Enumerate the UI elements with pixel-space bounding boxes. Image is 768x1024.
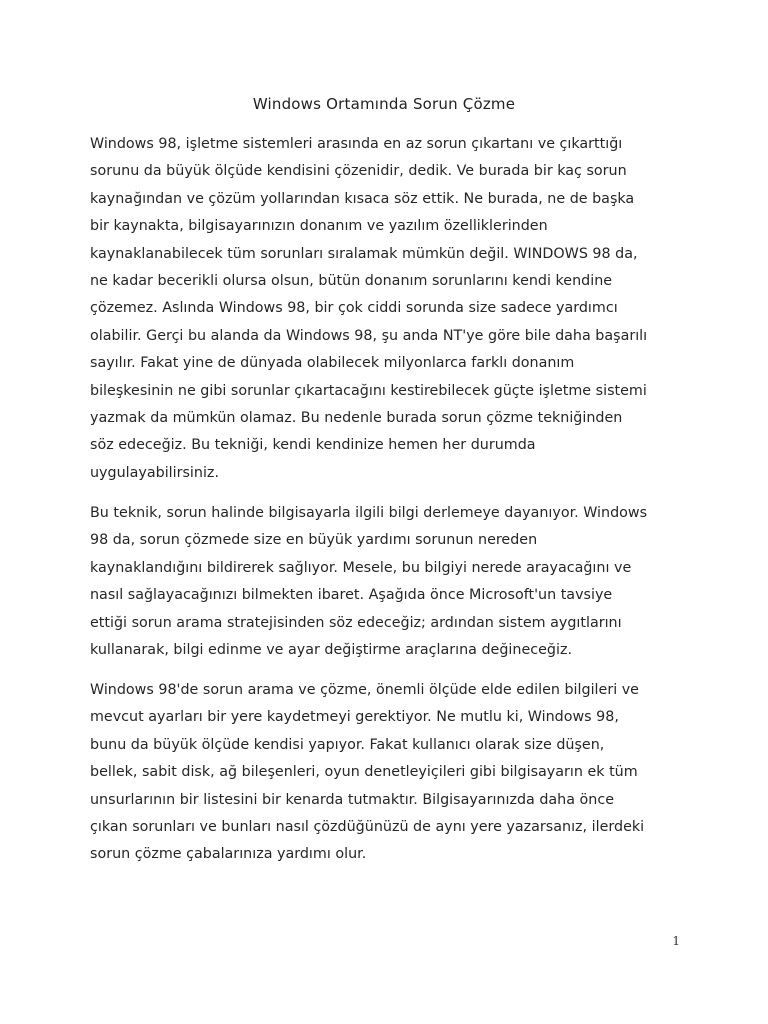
page-number: 1 — [672, 934, 680, 948]
paragraph-1 — [90, 131, 690, 487]
text-line: kaynağından ve çözüm yollarından kısaca söz ettik. Ne burada, ne de başka — [90, 190, 635, 207]
text-line: ettiği sorun arama stratejisinden söz edeceğiz; ardından sistem aygıtlarını — [90, 614, 622, 631]
text-line: çözemez. Aslında Windows 98, bir çok ciddi sorunda size sadece yardımcı — [90, 300, 618, 317]
text-line: uygulayabilirsiniz. — [90, 464, 219, 481]
text-line: çıkan sorunları ve bunları nasıl çözdüğünüzü de aynı yere yazarsanız, ilerdeki — [90, 819, 645, 836]
text-line: nasıl sağlayacağınızı bilmekten ibaret. Aşağıda önce Microsoft'un tavsiye — [90, 587, 613, 604]
text-line: Bu teknik, sorun halinde bilgisayarla ilgili bilgi derlemeye dayanıyor. Windows — [90, 505, 648, 521]
text-line: sorunu da büyük ölçüde kendisini çözenidir, dedik. Ve burada bir kaç sorun — [90, 163, 627, 180]
text-line: unsurlarının bir listesini bir kenarda tutmaktır. Bilgisayarınızda daha önce — [90, 791, 614, 808]
text-line: sorun çözme çabalarınıza yardımı olur. — [90, 846, 367, 863]
text-line: ne kadar becerikli olursa olsun, bütün donanım sorunlarını kendi kendine — [90, 273, 613, 290]
text-line: bellek, sabit disk, ağ bileşenleri, oyun denetleyiçileri gibi bilgisayarın ek tüm — [90, 764, 638, 781]
text-line: sayılır. Fakat yine de dünyada olabilecek milyonlarca farklı donanım — [90, 355, 575, 372]
text-line: kullanarak, bilgi edinme ve ayar değiştirme araçlarına değineceğiz. — [90, 642, 573, 659]
text-line: olabilir. Gerçi bu alanda da Windows 98, şu anda NT'ye göre bile daha başarılı — [90, 327, 648, 344]
paragraph-3 — [90, 677, 690, 869]
text-line: bunu da büyük ölçüde kendisi yapıyor. Fakat kullanıcı olarak size düşen, — [90, 736, 605, 753]
text-line: bir kaynakta, bilgisayarınızın donanım ve yazılım özelliklerinden — [90, 218, 548, 235]
text-line: kaynaklanabilecek tüm sorunları sıralamak mümkün değil. WINDOWS 98 da, — [90, 245, 638, 262]
paragraph-2 — [90, 500, 690, 664]
text-line: bileşkesinin ne gibi sorunlar çıkartacağını kestirebilecek güçte işletme sistemi — [90, 382, 647, 399]
text-line: Windows 98'de sorun arama ve çözme, önemli ölçüde elde edilen bilgileri ve — [90, 682, 639, 698]
document-title: Windows Ortamında Sorun Çözme — [252, 95, 516, 113]
text-line: kaynaklandığını bildirerek sağlıyor. Mesele, bu bilgiyi nerede arayacağını ve — [90, 559, 632, 576]
text-line: yazmak da mümkün olamaz. Bu nedenle burada sorun çözme tekniğinden — [90, 410, 623, 427]
text-line: mevcut ayarları bir yere kaydetmeyi gerektiyor. Ne mutlu ki, Windows 98, — [90, 709, 619, 726]
text-line: 98 da, sorun çözmede size en büyük yardımı sorunun nereden — [90, 532, 538, 549]
text-line: söz edeceğiz. Bu tekniği, kendi kendinize hemen her durumda — [90, 437, 536, 454]
text-line: Windows 98, işletme sistemleri arasında en az sorun çıkartanı ve çıkarttığı — [90, 136, 623, 152]
